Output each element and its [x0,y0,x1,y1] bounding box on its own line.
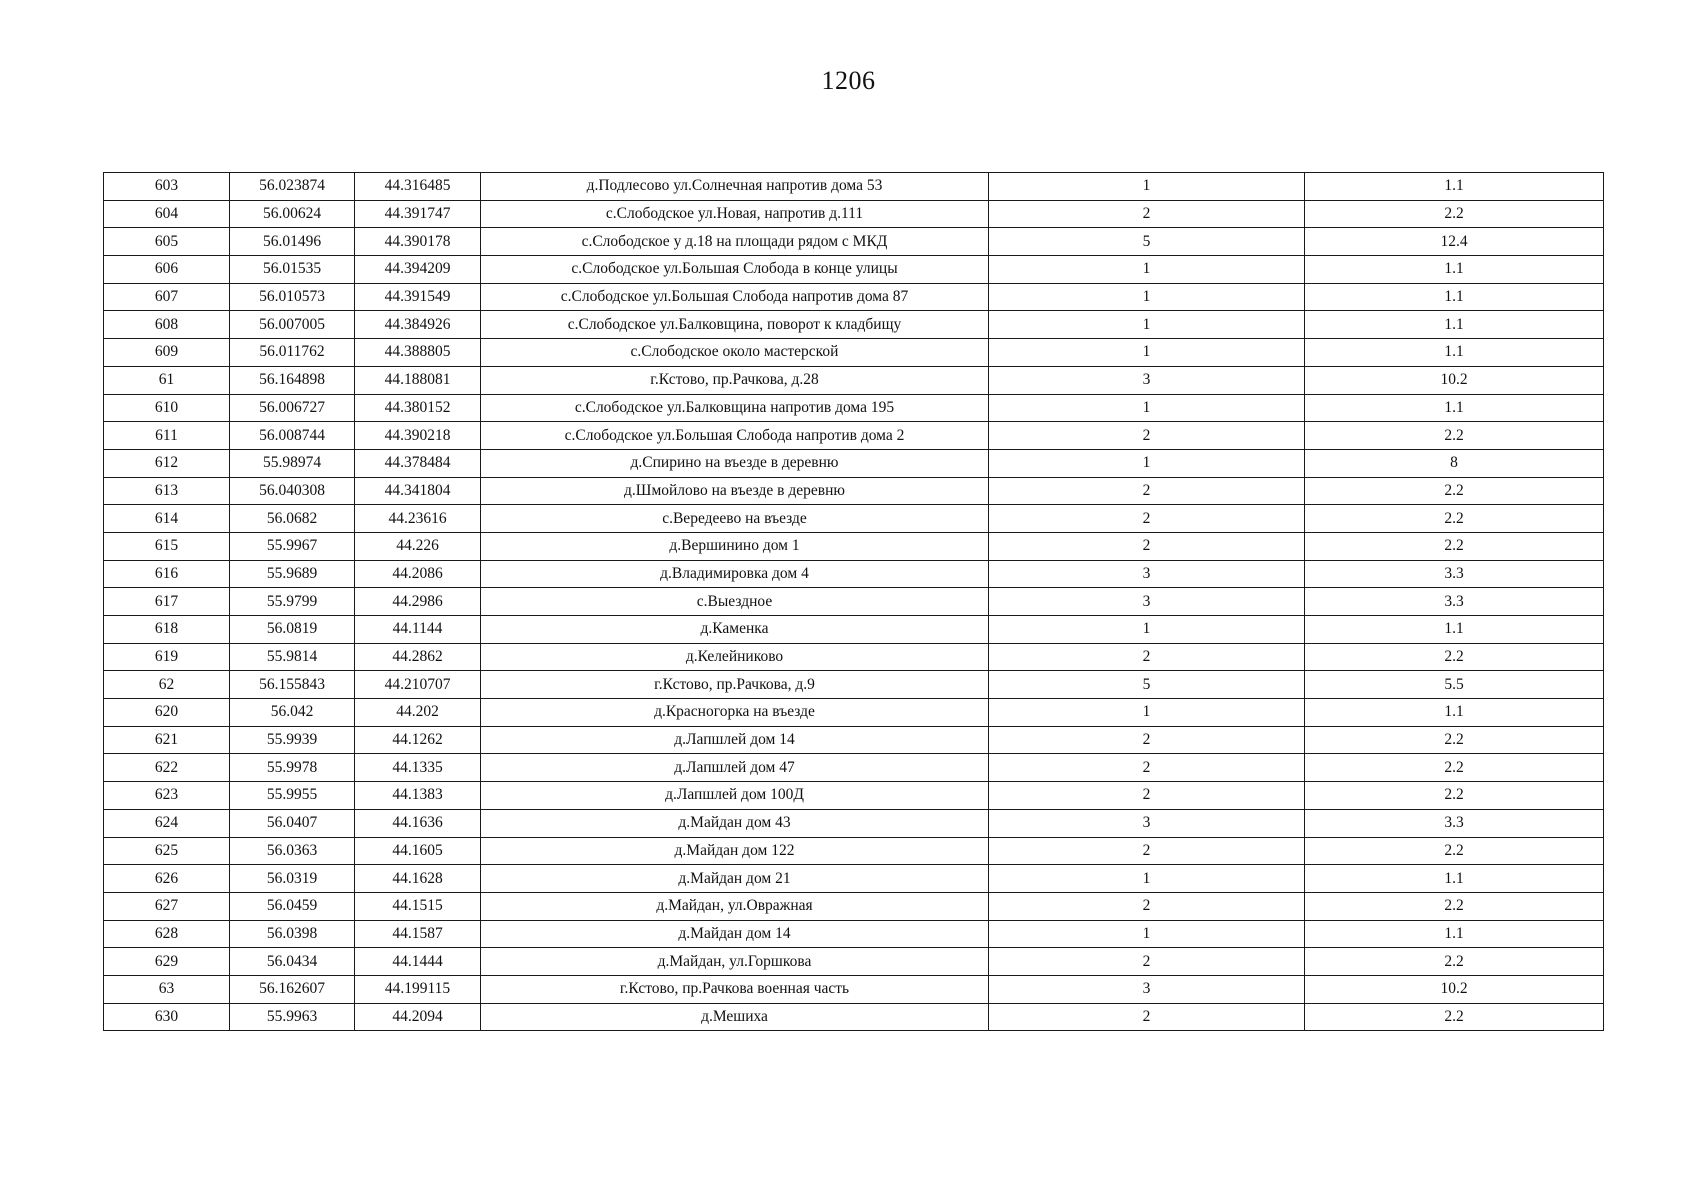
cell-latitude: 56.01535 [230,256,355,284]
cell-volume: 5.5 [1305,671,1604,699]
cell-longitude: 44.391549 [355,283,481,311]
table-row [104,283,1604,311]
cell-container-count: 2 [989,422,1305,450]
cell-number: 608 [104,311,230,339]
cell-longitude: 44.390178 [355,228,481,256]
cell-address: с.Слободское ул.Балковщина, поворот к кладбищу [481,311,989,339]
cell-address: д.Майдан, ул.Горшкова [481,948,989,976]
table-row [104,311,1604,339]
cell-address: г.Кстово, пр.Рачкова, д.28 [481,366,989,394]
cell-longitude: 44.202 [355,699,481,727]
cell-number: 615 [104,532,230,560]
cell-container-count: 1 [989,449,1305,477]
cell-volume: 1.1 [1305,920,1604,948]
cell-volume: 2.2 [1305,200,1604,228]
cell-number: 619 [104,643,230,671]
cell-number: 612 [104,449,230,477]
table-body [104,173,1604,1031]
cell-address: д.Вершинино дом 1 [481,532,989,560]
cell-longitude: 44.1628 [355,865,481,893]
table-row [104,422,1604,450]
cell-container-count: 3 [989,366,1305,394]
cell-address: д.Майдан дом 122 [481,837,989,865]
cell-longitude: 44.23616 [355,505,481,533]
cell-latitude: 55.9967 [230,532,355,560]
cell-container-count: 3 [989,809,1305,837]
table-row [104,699,1604,727]
cell-address: д.Лапшлей дом 47 [481,754,989,782]
cell-latitude: 56.0398 [230,920,355,948]
cell-address: д.Каменка [481,616,989,644]
cell-longitude: 44.341804 [355,477,481,505]
cell-container-count: 1 [989,394,1305,422]
cell-address: д.Майдан дом 14 [481,920,989,948]
cell-container-count: 2 [989,837,1305,865]
cell-latitude: 56.0459 [230,892,355,920]
cell-address: с.Слободское около мастерской [481,339,989,367]
cell-latitude: 55.9799 [230,588,355,616]
cell-address: д.Владимировка дом 4 [481,560,989,588]
cell-latitude: 56.0434 [230,948,355,976]
cell-container-count: 2 [989,782,1305,810]
cell-longitude: 44.391747 [355,200,481,228]
cell-longitude: 44.1587 [355,920,481,948]
cell-number: 605 [104,228,230,256]
cell-container-count: 1 [989,256,1305,284]
table-row [104,865,1604,893]
cell-address: д.Спирино на въезде в деревню [481,449,989,477]
cell-number: 62 [104,671,230,699]
cell-latitude: 56.00624 [230,200,355,228]
cell-container-count: 3 [989,975,1305,1003]
cell-number: 624 [104,809,230,837]
cell-number: 620 [104,699,230,727]
cell-volume: 2.2 [1305,726,1604,754]
cell-volume: 2.2 [1305,422,1604,450]
table-row [104,228,1604,256]
table-row [104,477,1604,505]
cell-volume: 2.2 [1305,477,1604,505]
cell-number: 629 [104,948,230,976]
cell-longitude: 44.390218 [355,422,481,450]
cell-number: 618 [104,616,230,644]
cell-volume: 3.3 [1305,588,1604,616]
cell-address: д.Майдан дом 21 [481,865,989,893]
cell-volume: 12.4 [1305,228,1604,256]
cell-number: 611 [104,422,230,450]
cell-latitude: 56.006727 [230,394,355,422]
cell-container-count: 2 [989,892,1305,920]
cell-latitude: 56.011762 [230,339,355,367]
cell-address: с.Слободское ул.Новая, напротив д.111 [481,200,989,228]
cell-number: 609 [104,339,230,367]
cell-number: 63 [104,975,230,1003]
cell-latitude: 56.007005 [230,311,355,339]
cell-number: 628 [104,920,230,948]
cell-longitude: 44.380152 [355,394,481,422]
data-table [103,172,1604,1031]
cell-address: с.Слободское ул.Большая Слобода в конце улицы [481,256,989,284]
cell-latitude: 56.023874 [230,173,355,201]
cell-volume: 2.2 [1305,782,1604,810]
cell-longitude: 44.378484 [355,449,481,477]
cell-volume: 3.3 [1305,809,1604,837]
table-row [104,394,1604,422]
cell-container-count: 1 [989,920,1305,948]
cell-longitude: 44.199115 [355,975,481,1003]
cell-latitude: 56.010573 [230,283,355,311]
cell-longitude: 44.1636 [355,809,481,837]
cell-longitude: 44.2086 [355,560,481,588]
cell-address: с.Вередеево на въезде [481,505,989,533]
cell-volume: 10.2 [1305,975,1604,1003]
cell-number: 606 [104,256,230,284]
cell-volume: 2.2 [1305,837,1604,865]
table-row [104,754,1604,782]
cell-volume: 8 [1305,449,1604,477]
cell-latitude: 56.040308 [230,477,355,505]
cell-volume: 2.2 [1305,754,1604,782]
cell-number: 616 [104,560,230,588]
table-row [104,782,1604,810]
cell-container-count: 2 [989,754,1305,782]
table-row [104,339,1604,367]
cell-latitude: 56.0363 [230,837,355,865]
cell-longitude: 44.226 [355,532,481,560]
cell-longitude: 44.2094 [355,1003,481,1031]
table-row [104,366,1604,394]
cell-latitude: 55.9978 [230,754,355,782]
cell-container-count: 1 [989,616,1305,644]
cell-latitude: 56.164898 [230,366,355,394]
cell-latitude: 56.0819 [230,616,355,644]
cell-latitude: 56.01496 [230,228,355,256]
cell-volume: 1.1 [1305,339,1604,367]
cell-number: 603 [104,173,230,201]
cell-address: г.Кстово, пр.Рачкова военная часть [481,975,989,1003]
cell-volume: 1.1 [1305,173,1604,201]
cell-address: д.Подлесово ул.Солнечная напротив дома 53 [481,173,989,201]
cell-volume: 1.1 [1305,699,1604,727]
cell-address: д.Мешиха [481,1003,989,1031]
cell-container-count: 5 [989,228,1305,256]
cell-volume: 2.2 [1305,505,1604,533]
cell-address: д.Келейниково [481,643,989,671]
cell-latitude: 55.9814 [230,643,355,671]
cell-number: 617 [104,588,230,616]
cell-number: 627 [104,892,230,920]
cell-volume: 2.2 [1305,892,1604,920]
cell-latitude: 56.042 [230,699,355,727]
cell-container-count: 1 [989,339,1305,367]
cell-volume: 1.1 [1305,865,1604,893]
cell-latitude: 56.0682 [230,505,355,533]
table-row [104,671,1604,699]
cell-longitude: 44.388805 [355,339,481,367]
cell-longitude: 44.1444 [355,948,481,976]
table-row [104,200,1604,228]
cell-longitude: 44.384926 [355,311,481,339]
cell-container-count: 2 [989,505,1305,533]
cell-number: 626 [104,865,230,893]
cell-number: 61 [104,366,230,394]
cell-container-count: 2 [989,200,1305,228]
cell-number: 621 [104,726,230,754]
table-row [104,616,1604,644]
cell-number: 610 [104,394,230,422]
cell-longitude: 44.188081 [355,366,481,394]
table-row [104,892,1604,920]
cell-container-count: 2 [989,726,1305,754]
page-number: 1206 [821,66,876,95]
cell-container-count: 2 [989,1003,1305,1031]
cell-volume: 2.2 [1305,948,1604,976]
cell-container-count: 3 [989,560,1305,588]
cell-number: 613 [104,477,230,505]
cell-longitude: 44.2986 [355,588,481,616]
table-row [104,809,1604,837]
table-row [104,948,1604,976]
cell-address: д.Майдан дом 43 [481,809,989,837]
cell-latitude: 55.9689 [230,560,355,588]
cell-longitude: 44.394209 [355,256,481,284]
cell-longitude: 44.210707 [355,671,481,699]
cell-address: с.Выездное [481,588,989,616]
cell-number: 604 [104,200,230,228]
cell-volume: 2.2 [1305,1003,1604,1031]
cell-latitude: 55.98974 [230,449,355,477]
cell-longitude: 44.1605 [355,837,481,865]
cell-number: 623 [104,782,230,810]
cell-container-count: 1 [989,865,1305,893]
table-row [104,975,1604,1003]
table-row [104,920,1604,948]
cell-number: 622 [104,754,230,782]
cell-address: д.Шмойлово на въезде в деревню [481,477,989,505]
cell-address: с.Слободское у д.18 на площади рядом с МКД [481,228,989,256]
cell-longitude: 44.1515 [355,892,481,920]
cell-longitude: 44.1262 [355,726,481,754]
cell-container-count: 2 [989,477,1305,505]
table-row [104,256,1604,284]
cell-volume: 1.1 [1305,394,1604,422]
cell-latitude: 55.9939 [230,726,355,754]
table-row [104,505,1604,533]
table-row [104,588,1604,616]
cell-longitude: 44.1144 [355,616,481,644]
cell-volume: 10.2 [1305,366,1604,394]
cell-longitude: 44.2862 [355,643,481,671]
cell-volume: 1.1 [1305,311,1604,339]
cell-volume: 1.1 [1305,256,1604,284]
table-row [104,726,1604,754]
cell-volume: 1.1 [1305,616,1604,644]
cell-address: с.Слободское ул.Балковщина напротив дома 195 [481,394,989,422]
table-row [104,837,1604,865]
cell-container-count: 2 [989,643,1305,671]
table-row [104,643,1604,671]
cell-address: д.Лапшлей дом 14 [481,726,989,754]
cell-number: 607 [104,283,230,311]
table-row [104,449,1604,477]
cell-number: 625 [104,837,230,865]
cell-latitude: 56.008744 [230,422,355,450]
table-row [104,560,1604,588]
cell-address: с.Слободское ул.Большая Слобода напротив дома 2 [481,422,989,450]
cell-container-count: 5 [989,671,1305,699]
table-row [104,173,1604,201]
table-row [104,532,1604,560]
cell-container-count: 1 [989,699,1305,727]
table-row [104,1003,1604,1031]
cell-longitude: 44.1335 [355,754,481,782]
cell-container-count: 1 [989,283,1305,311]
cell-address: д.Красногорка на въезде [481,699,989,727]
cell-address: д.Лапшлей дом 100Д [481,782,989,810]
cell-latitude: 56.0407 [230,809,355,837]
cell-longitude: 44.316485 [355,173,481,201]
cell-latitude: 55.9955 [230,782,355,810]
cell-container-count: 2 [989,532,1305,560]
cell-container-count: 1 [989,173,1305,201]
cell-volume: 2.2 [1305,643,1604,671]
cell-number: 630 [104,1003,230,1031]
cell-container-count: 1 [989,311,1305,339]
cell-latitude: 56.162607 [230,975,355,1003]
cell-latitude: 55.9963 [230,1003,355,1031]
cell-container-count: 2 [989,948,1305,976]
cell-address: с.Слободское ул.Большая Слобода напротив дома 87 [481,283,989,311]
cell-volume: 1.1 [1305,283,1604,311]
cell-volume: 2.2 [1305,532,1604,560]
cell-number: 614 [104,505,230,533]
cell-longitude: 44.1383 [355,782,481,810]
cell-latitude: 56.155843 [230,671,355,699]
cell-address: г.Кстово, пр.Рачкова, д.9 [481,671,989,699]
cell-address: д.Майдан, ул.Овражная [481,892,989,920]
cell-latitude: 56.0319 [230,865,355,893]
cell-container-count: 3 [989,588,1305,616]
cell-volume: 3.3 [1305,560,1604,588]
